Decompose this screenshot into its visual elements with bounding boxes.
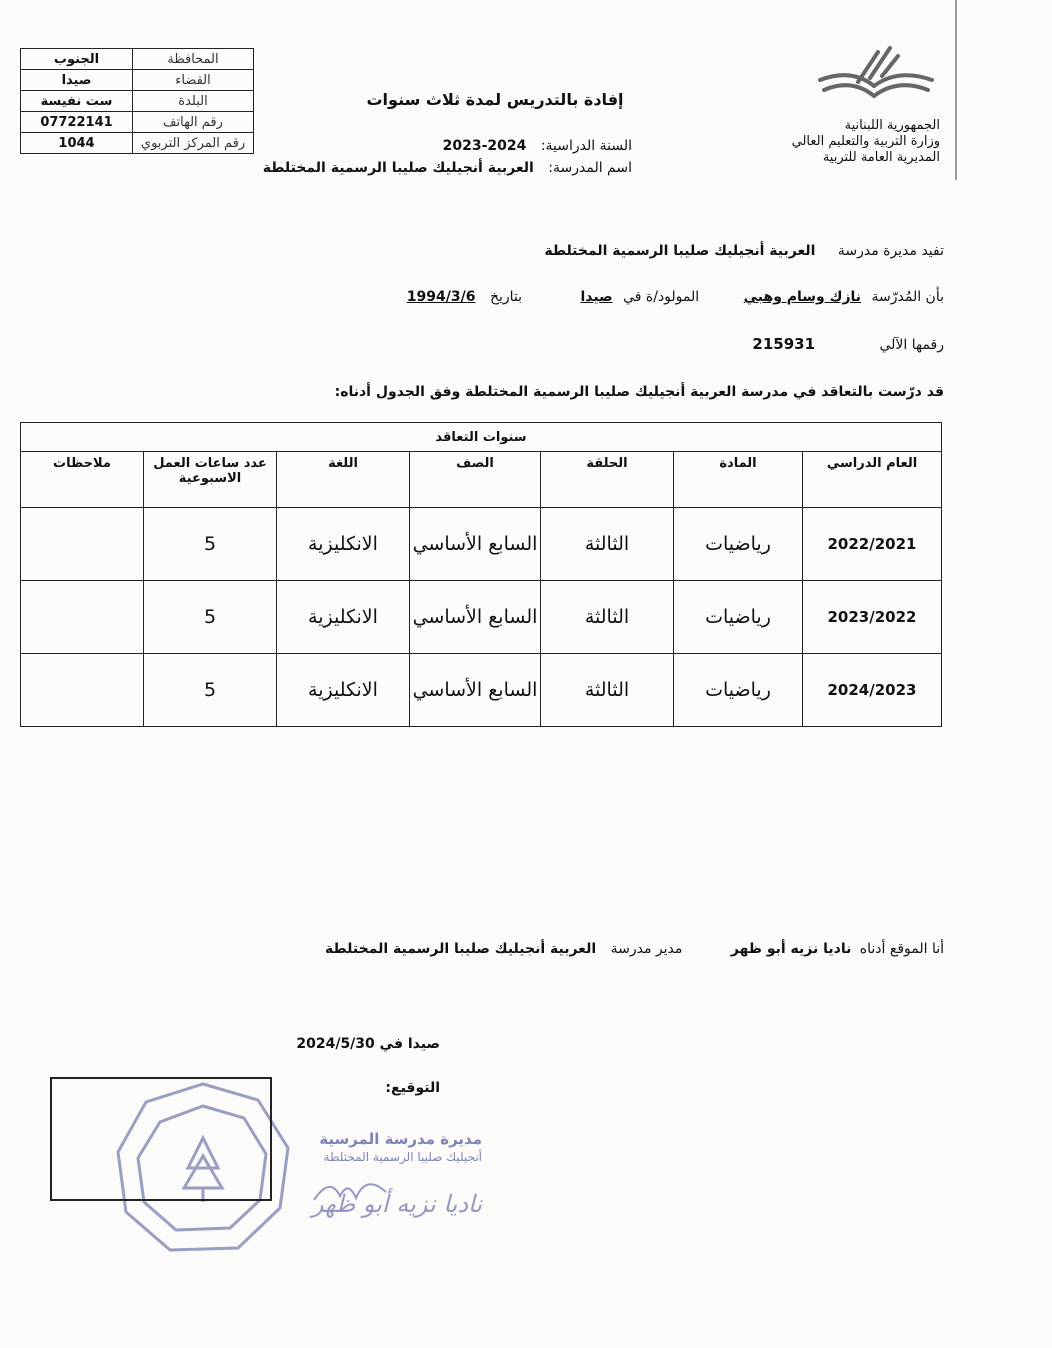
cell-grade: السابع الأساسي [410,581,541,654]
birthdate: 1994/3/6 [406,289,476,305]
ministry-line-2: وزارة التربية والتعليم العالي [791,134,940,149]
contract-table [20,422,942,727]
footer-school: العربية أنجيليك صليبا الرسمية المختلطة [325,941,597,957]
teacher-name: نازك وسام وهبي [743,289,862,305]
place-date: صيدا في 2024/5/30 [296,1036,440,1052]
col-header-cycle: الحلقة [541,452,674,508]
info-label: رقم المركز التربوي [133,133,254,154]
signer-line [325,941,944,957]
cell-grade: السابع الأساسي [410,654,541,727]
info-label: القضاء [133,70,254,91]
school-year-label: السنة الدراسية: [540,138,632,154]
teacher-line [407,289,944,305]
cell-subject: رياضيات [674,508,803,581]
cell-language: الانكليزية [277,581,410,654]
id-value: 215931 [752,335,816,353]
director-school: العربية أنجيليك صليبا الرسمية المختلطة [544,243,816,259]
col-header-language: اللغة [277,452,410,508]
table-row [21,654,942,727]
col-header-notes: ملاحظات [21,452,144,508]
info-label: المحافظة [133,49,254,70]
col-header-year: العام الدراسي [803,452,942,508]
col-header-grade: الصف [410,452,541,508]
school-name-line [263,160,632,176]
ministry-line-3: المديرية العامة للتربية [822,150,940,165]
ministry-line-1: الجمهورية اللبنانية [844,118,940,133]
info-label: رقم الهاتف [133,112,254,133]
table-row [21,508,942,581]
info-value: 1044 [21,133,133,154]
info-box [20,48,254,154]
cell-cycle: الثالثة [541,508,674,581]
cell-language: الانكليزية [277,508,410,581]
stamp-frame [50,1077,272,1201]
info-row [21,91,254,112]
cell-grade: السابع الأساسي [410,508,541,581]
ministry-logo-icon [812,42,940,120]
cell-hours: 5 [144,654,277,727]
signer-name: ناديا نزيه أبو ظهر [730,941,852,957]
birthplace: صيدا [580,289,613,305]
cell-cycle: الثالثة [541,654,674,727]
role-label: مدير مدرسة [610,941,683,957]
info-value: صيدا [21,70,133,91]
table-row [21,581,942,654]
document-title: إفادة بالتدريس لمدة ثلاث سنوات [366,90,624,109]
col-header-hours: عدد ساعات العمل الاسبوعية [144,452,277,508]
info-value: ست نفيسة [21,91,133,112]
teacher-label: بأن المُدرّسة [871,289,944,305]
page-edge [955,0,957,180]
info-label: البلدة [133,91,254,112]
director-label: تفيد مديرة مدرسة [837,243,944,259]
col-header-subject: المادة [674,452,803,508]
signature-label: التوقيع: [385,1080,440,1096]
school-year-value: 2024-2023 [442,138,527,154]
handwritten-signature: ناديا نزيه أبو ظهر [311,1190,482,1218]
cell-year: 2022/2021 [803,508,942,581]
statement: قد درّست بالتعاقد في مدرسة العربية أنجيليك صليبا الرسمية المختلطة وفق الجدول أدناه: [334,384,944,400]
director-line [544,243,944,259]
cell-notes [21,654,144,727]
born-label: المولود/ة في [623,289,700,305]
cell-cycle: الثالثة [541,581,674,654]
cell-notes [21,581,144,654]
school-name-value: العربية أنجيليك صليبا الرسمية المختلطة [262,160,534,176]
ministry-block [740,118,940,166]
info-row [21,133,254,154]
cell-year: 2024/2023 [803,654,942,727]
info-value: الجنوب [21,49,133,70]
stamp-line-2: أنجيليك صليبا الرسمية المختلطة [323,1150,482,1164]
signature-stroke-icon [310,1170,390,1210]
cell-hours: 5 [144,581,277,654]
date-label: بتاريخ [489,289,523,305]
info-row [21,49,254,70]
info-row [21,112,254,133]
table-group-header: سنوات التعاقد [21,423,942,452]
id-label: رقمها الآلي [879,337,944,353]
signer-prefix: أنا الموقع أدناه [859,941,944,957]
info-value: 07722141 [21,112,133,133]
school-name-label: اسم المدرسة: [548,160,632,176]
cell-subject: رياضيات [674,581,803,654]
stamp-line-1: مديرة مدرسة المرسية [319,1130,482,1148]
cell-notes [21,508,144,581]
cell-year: 2023/2022 [803,581,942,654]
cell-language: الانكليزية [277,654,410,727]
id-line [752,335,944,353]
school-year-line [443,138,632,154]
cell-hours: 5 [144,508,277,581]
info-row [21,70,254,91]
cell-subject: رياضيات [674,654,803,727]
